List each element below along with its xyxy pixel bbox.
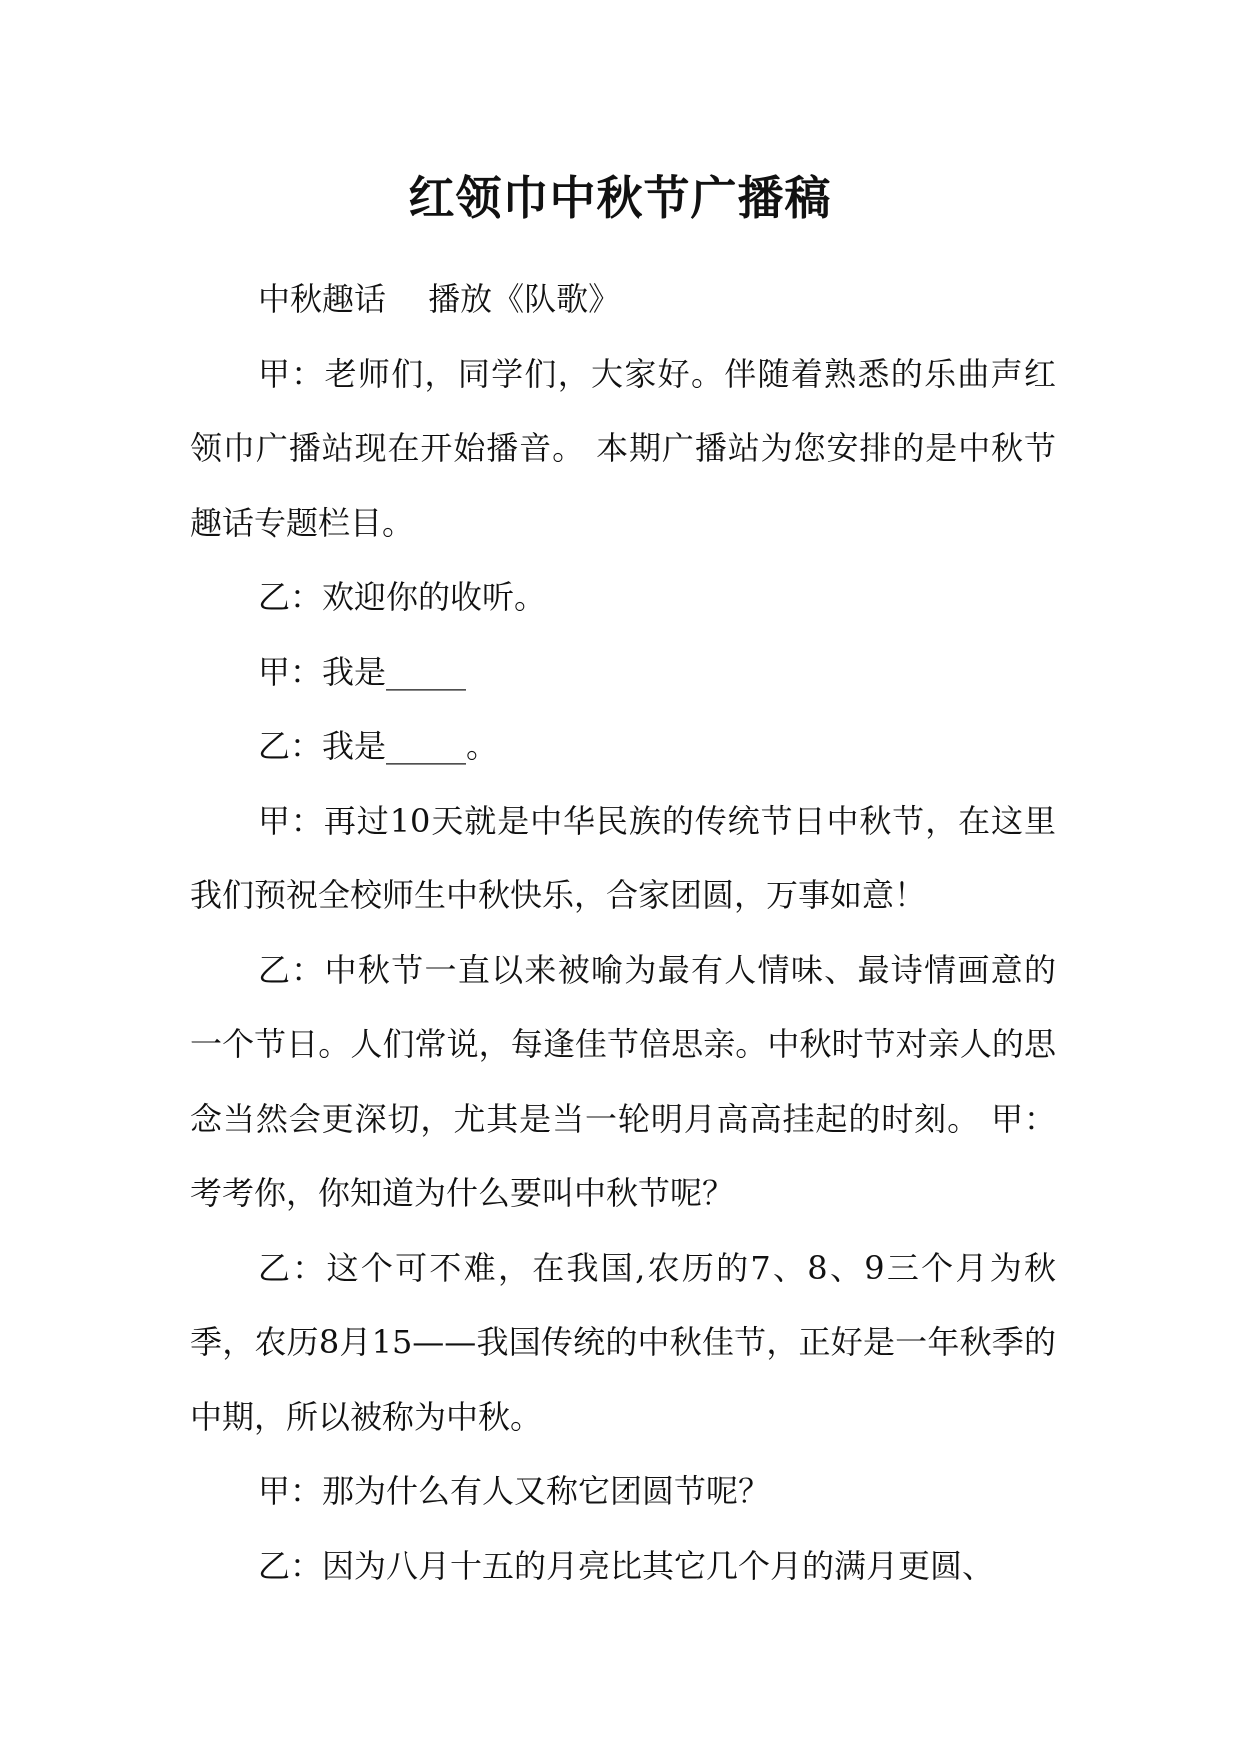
document-title: 红领巾中秋节广播稿 xyxy=(408,171,832,225)
paragraph-welcome: 乙：欢迎你的收听。 xyxy=(258,578,547,616)
paragraph-name-origin: 乙：这个可不难，在我国,农历的7、8、9三个月为秋季，农历8月15——我国传统的中秋佳节，正好是一年秋季的中期，所以被称为中秋。 xyxy=(190,1248,1056,1436)
document-body xyxy=(190,262,1056,1603)
paragraph-program-intro: 中秋趣话 播放《队歌》 xyxy=(258,280,621,318)
paragraph-host-b-name: 乙：我是_____。 xyxy=(258,727,499,765)
paragraph-host-a-name: 甲：我是_____ xyxy=(258,652,467,691)
paragraph-moon-answer: 乙：因为八月十五的月亮比其它几个月的满月更圆、 xyxy=(258,1546,995,1585)
paragraph-festival-meaning: 乙：中秋节一直以来被喻为最有人情味、最诗情画意的一个节日。人们常说，每逢佳节倍思亲。中秋时节对亲人的思念当然会更深切，尤其是当一轮明月高高挂起的时刻。 甲：考考你，你知道为什么要叫中秋节呢？ xyxy=(190,950,1056,1212)
paragraph-reunion-question: 甲：那为什么有人又称它团圆节呢？ xyxy=(258,1472,771,1510)
paragraph-opening: 甲：老师们，同学们，大家好。伴随着熟悉的乐曲声红领巾广播站现在开始播音。 本期广播站为您安排的是中秋节趣话专题栏目。 xyxy=(190,354,1056,542)
paragraph-greeting: 甲：再过10天就是中华民族的传统节日中秋节，在这里我们预祝全校师生中秋快乐，合家团圆，万事如意！ xyxy=(190,801,1056,914)
